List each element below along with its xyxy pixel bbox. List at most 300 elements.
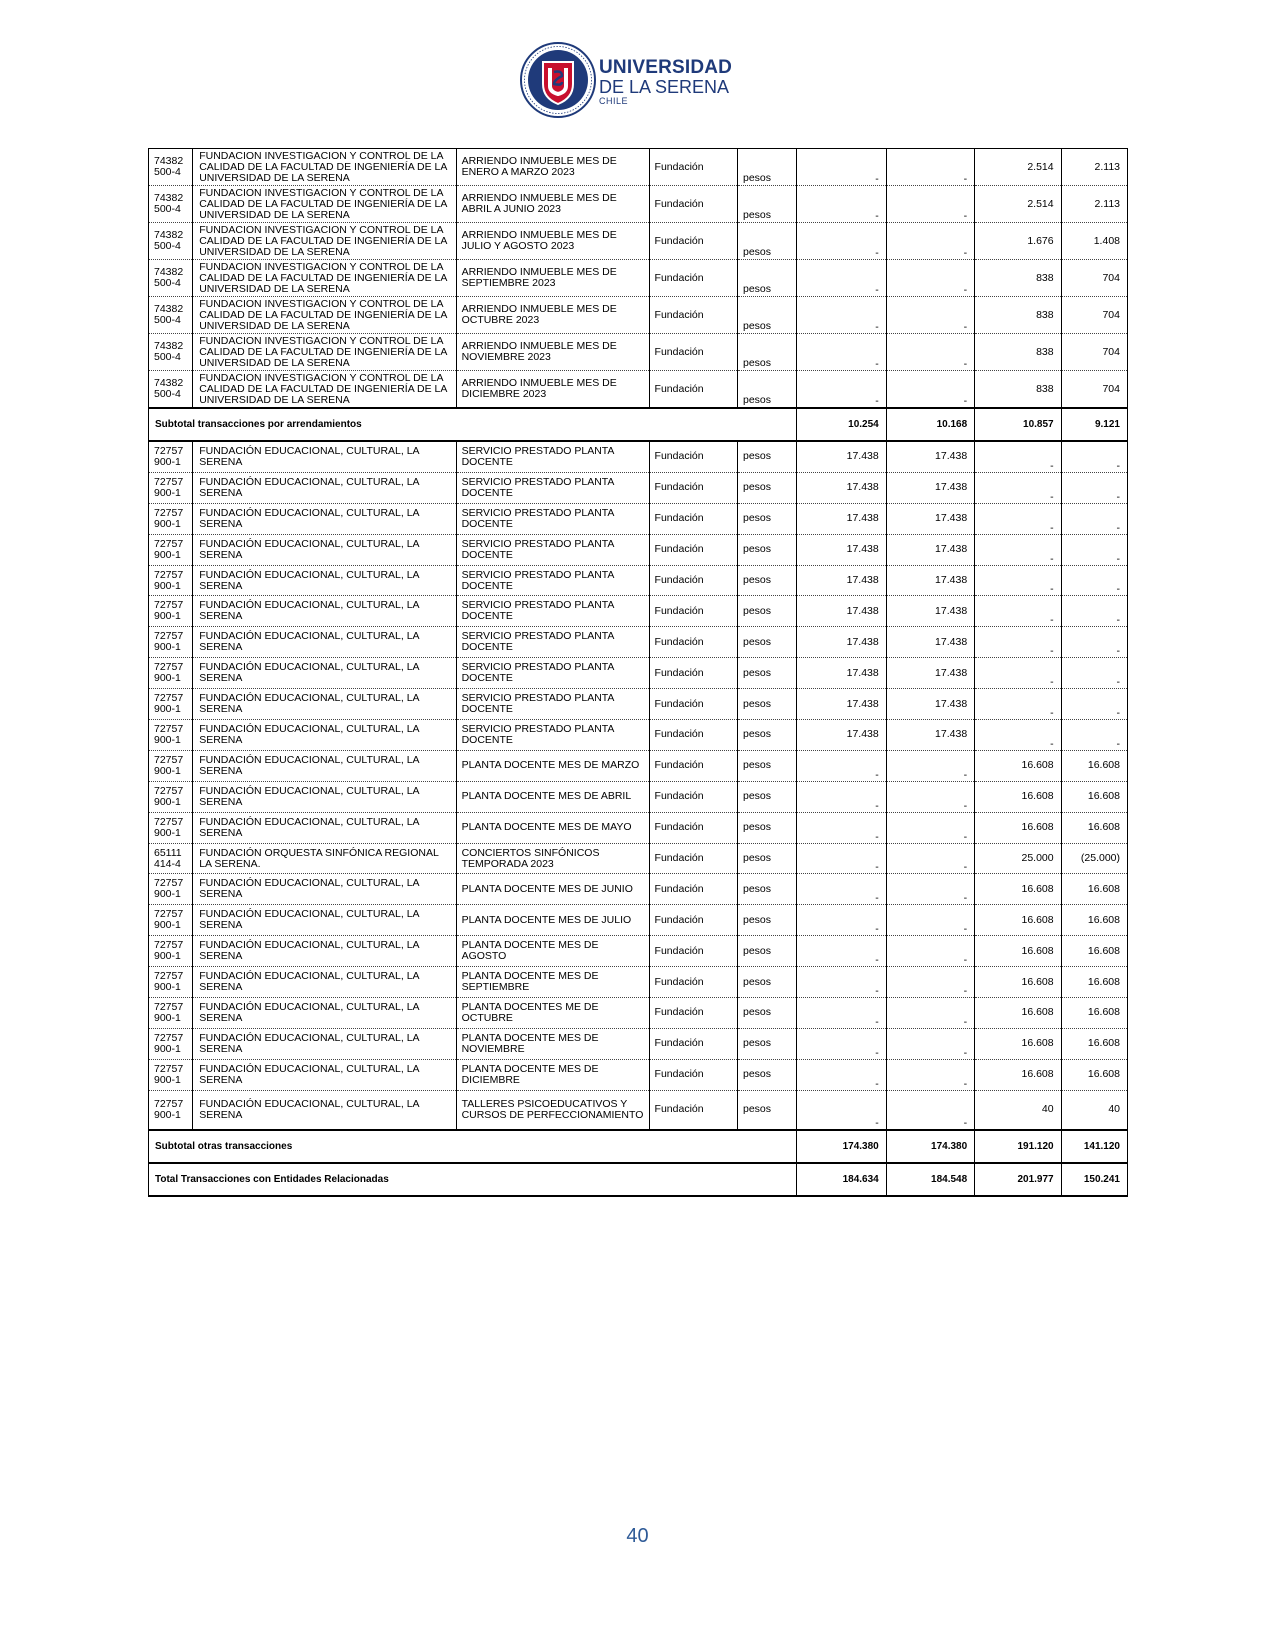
table-row	[149, 565, 1128, 596]
amount-cell: 16.608	[975, 1028, 1061, 1059]
rut-cell: 72757 900-1	[149, 720, 193, 751]
relation-cell: Fundación	[649, 720, 737, 751]
entity-name-cell: FUNDACION INVESTIGACION Y CONTROL DE LA CALIDAD DE LA FACULTAD DE INGENIERÍA DE LA UNIVERSIDAD DE LA SERENA	[193, 149, 456, 186]
amount-cell: 17.438	[797, 503, 886, 534]
amount-cell: 16.608	[975, 750, 1061, 781]
entity-name-cell: FUNDACIÓN EDUCACIONAL, CULTURAL, LA SERENA	[193, 1028, 456, 1059]
amount-cell: -	[886, 781, 974, 812]
amount-cell: -	[797, 334, 886, 371]
entity-name-cell: FUNDACIÓN EDUCACIONAL, CULTURAL, LA SERENA	[193, 627, 456, 658]
amount-cell: 16.608	[975, 967, 1061, 998]
amount-cell: -	[797, 905, 886, 936]
amount-cell: -	[975, 627, 1061, 658]
currency-cell: pesos	[737, 223, 796, 260]
amount-cell: 16.608	[975, 781, 1061, 812]
relation-cell: Fundación	[649, 472, 737, 503]
description-cell: PLANTA DOCENTE MES DE MARZO	[456, 750, 649, 781]
entity-name-cell: FUNDACIÓN EDUCACIONAL, CULTURAL, LA SERENA	[193, 689, 456, 720]
rut-cell: 72757 900-1	[149, 781, 193, 812]
rut-cell: 72757 900-1	[149, 596, 193, 627]
table-row	[149, 720, 1128, 751]
relation-cell: Fundación	[649, 627, 737, 658]
relation-cell: Fundación	[649, 1028, 737, 1059]
description-cell: PLANTA DOCENTES ME DE OCTUBRE	[456, 998, 649, 1029]
amount-cell: -	[797, 1059, 886, 1090]
rut-cell: 72757 900-1	[149, 565, 193, 596]
description-cell: PLANTA DOCENTE MES DE MAYO	[456, 812, 649, 843]
amount-cell: 17.438	[797, 689, 886, 720]
table-row	[149, 627, 1128, 658]
table-row	[149, 812, 1128, 843]
amount-cell: 16.608	[1061, 1059, 1127, 1090]
amount-cell: -	[886, 874, 974, 905]
amount-cell: -	[1061, 565, 1127, 596]
amount-cell: 838	[975, 371, 1061, 409]
description-cell: ARRIENDO INMUEBLE MES DE ABRIL A JUNIO 2023	[456, 186, 649, 223]
amount-cell: -	[797, 936, 886, 967]
relation-cell: Fundación	[649, 689, 737, 720]
rut-cell: 72757 900-1	[149, 936, 193, 967]
relation-cell: Fundación	[649, 750, 737, 781]
rut-cell: 74382 500-4	[149, 260, 193, 297]
amount-cell: 16.608	[1061, 998, 1127, 1029]
table-row	[149, 1090, 1128, 1130]
entity-name-cell: FUNDACIÓN EDUCACIONAL, CULTURAL, LA SERENA	[193, 720, 456, 751]
amount-cell: -	[1061, 720, 1127, 751]
amount-cell: -	[797, 967, 886, 998]
rut-cell: 72757 900-1	[149, 750, 193, 781]
amount-cell: 16.608	[975, 936, 1061, 967]
description-cell: SERVICIO PRESTADO PLANTA DOCENTE	[456, 472, 649, 503]
rut-cell: 74382 500-4	[149, 371, 193, 409]
table-row	[149, 905, 1128, 936]
amount-cell: 16.608	[1061, 750, 1127, 781]
amount-cell: 17.438	[797, 472, 886, 503]
amount-cell: 17.438	[886, 472, 974, 503]
currency-cell: pesos	[737, 750, 796, 781]
relation-cell: Fundación	[649, 812, 737, 843]
entity-name-cell: FUNDACIÓN EDUCACIONAL, CULTURAL, LA SERENA	[193, 534, 456, 565]
amount-cell: -	[886, 371, 974, 409]
relation-cell: Fundación	[649, 905, 737, 936]
description-cell: SERVICIO PRESTADO PLANTA DOCENTE	[456, 689, 649, 720]
entity-name-cell: FUNDACIÓN EDUCACIONAL, CULTURAL, LA SERENA	[193, 998, 456, 1029]
rut-cell: 72757 900-1	[149, 1028, 193, 1059]
rut-cell: 72757 900-1	[149, 472, 193, 503]
amount-cell: 704	[1061, 260, 1127, 297]
amount-cell: 17.438	[886, 627, 974, 658]
amount-cell: -	[797, 812, 886, 843]
amount-cell: 17.438	[797, 627, 886, 658]
amount-cell: -	[975, 689, 1061, 720]
amount-cell: -	[886, 1059, 974, 1090]
relation-cell: Fundación	[649, 658, 737, 689]
description-cell: SERVICIO PRESTADO PLANTA DOCENTE	[456, 441, 649, 472]
description-cell: SERVICIO PRESTADO PLANTA DOCENTE	[456, 503, 649, 534]
rut-cell: 72757 900-1	[149, 534, 193, 565]
table-row	[149, 843, 1128, 874]
entity-name-cell: FUNDACIÓN EDUCACIONAL, CULTURAL, LA SERENA	[193, 967, 456, 998]
rut-cell: 72757 900-1	[149, 1090, 193, 1130]
entity-name-cell: FUNDACION INVESTIGACION Y CONTROL DE LA CALIDAD DE LA FACULTAD DE INGENIERÍA DE LA UNIVERSIDAD DE LA SERENA	[193, 223, 456, 260]
amount-cell: 16.608	[1061, 781, 1127, 812]
amount-cell: 17.438	[886, 534, 974, 565]
table-row	[149, 967, 1128, 998]
entity-name-cell: FUNDACIÓN EDUCACIONAL, CULTURAL, LA SERENA	[193, 781, 456, 812]
currency-cell: pesos	[737, 260, 796, 297]
amount-cell: 17.438	[797, 658, 886, 689]
currency-cell: pesos	[737, 186, 796, 223]
relation-cell: Fundación	[649, 781, 737, 812]
entity-name-cell: FUNDACIÓN EDUCACIONAL, CULTURAL, LA SERENA	[193, 812, 456, 843]
total-value: 184.548	[886, 1163, 974, 1196]
amount-cell: 17.438	[797, 534, 886, 565]
amount-cell: -	[1061, 596, 1127, 627]
total-value: 150.241	[1061, 1163, 1127, 1196]
currency-cell: pesos	[737, 149, 796, 186]
amount-cell: 16.608	[1061, 905, 1127, 936]
relation-cell: Fundación	[649, 1090, 737, 1130]
table-row	[149, 658, 1128, 689]
currency-cell: pesos	[737, 967, 796, 998]
rut-cell: 74382 500-4	[149, 223, 193, 260]
currency-cell: pesos	[737, 689, 796, 720]
rut-cell: 72757 900-1	[149, 905, 193, 936]
amount-cell: 16.608	[975, 998, 1061, 1029]
amount-cell: -	[886, 998, 974, 1029]
amount-cell: 2.113	[1061, 186, 1127, 223]
table-row	[149, 781, 1128, 812]
rut-cell: 72757 900-1	[149, 998, 193, 1029]
table-row	[149, 297, 1128, 334]
currency-cell: pesos	[737, 297, 796, 334]
table-row	[149, 596, 1128, 627]
amount-cell: -	[886, 334, 974, 371]
currency-cell: pesos	[737, 720, 796, 751]
rut-cell: 74382 500-4	[149, 186, 193, 223]
entity-name-cell: FUNDACION INVESTIGACION Y CONTROL DE LA CALIDAD DE LA FACULTAD DE INGENIERÍA DE LA UNIVERSIDAD DE LA SERENA	[193, 297, 456, 334]
currency-cell: pesos	[737, 565, 796, 596]
relation-cell: Fundación	[649, 874, 737, 905]
table-row	[149, 1028, 1128, 1059]
amount-cell: -	[886, 149, 974, 186]
description-cell: PLANTA DOCENTE MES DE NOVIEMBRE	[456, 1028, 649, 1059]
amount-cell: -	[797, 223, 886, 260]
entity-name-cell: FUNDACIÓN EDUCACIONAL, CULTURAL, LA SERENA	[193, 565, 456, 596]
subtotal-arrendamientos-row	[149, 408, 1128, 441]
amount-cell: -	[1061, 658, 1127, 689]
amount-cell: 25.000	[975, 843, 1061, 874]
amount-cell: -	[797, 371, 886, 409]
amount-cell: -	[886, 223, 974, 260]
currency-cell: pesos	[737, 905, 796, 936]
amount-cell: -	[797, 1028, 886, 1059]
relation-cell: Fundación	[649, 260, 737, 297]
table-row	[149, 936, 1128, 967]
amount-cell: -	[1061, 627, 1127, 658]
subtotal-value: 174.380	[886, 1130, 974, 1163]
amount-cell: 40	[1061, 1090, 1127, 1130]
amount-cell: -	[1061, 689, 1127, 720]
amount-cell: -	[797, 186, 886, 223]
rut-cell: 74382 500-4	[149, 334, 193, 371]
amount-cell: 838	[975, 297, 1061, 334]
rut-cell: 74382 500-4	[149, 297, 193, 334]
currency-cell: pesos	[737, 658, 796, 689]
arrendamientos-section	[149, 149, 1128, 409]
otras-transacciones-section	[149, 441, 1128, 1130]
amount-cell: 17.438	[886, 720, 974, 751]
entity-name-cell: FUNDACIÓN ORQUESTA SINFÓNICA REGIONAL LA SERENA.	[193, 843, 456, 874]
rut-cell: 72757 900-1	[149, 441, 193, 472]
amount-cell: -	[797, 998, 886, 1029]
relation-cell: Fundación	[649, 297, 737, 334]
entity-name-cell: FUNDACION INVESTIGACION Y CONTROL DE LA CALIDAD DE LA FACULTAD DE INGENIERÍA DE LA UNIVERSIDAD DE LA SERENA	[193, 186, 456, 223]
currency-cell: pesos	[737, 874, 796, 905]
amount-cell: 40	[975, 1090, 1061, 1130]
amount-cell: 16.608	[975, 1059, 1061, 1090]
amount-cell: 16.608	[975, 874, 1061, 905]
amount-cell: -	[886, 1028, 974, 1059]
amount-cell: -	[1061, 503, 1127, 534]
amount-cell: 1.408	[1061, 223, 1127, 260]
subtotal-value: 10.168	[886, 408, 974, 441]
amount-cell: 17.438	[886, 658, 974, 689]
amount-cell: -	[797, 149, 886, 186]
amount-cell: 1.676	[975, 223, 1061, 260]
description-cell: ARRIENDO INMUEBLE MES DE NOVIEMBRE 2023	[456, 334, 649, 371]
entity-name-cell: FUNDACIÓN EDUCACIONAL, CULTURAL, LA SERENA	[193, 1090, 456, 1130]
entity-name-cell: FUNDACIÓN EDUCACIONAL, CULTURAL, LA SERENA	[193, 441, 456, 472]
amount-cell: -	[886, 812, 974, 843]
amount-cell: -	[975, 596, 1061, 627]
entity-name-cell: FUNDACION INVESTIGACION Y CONTROL DE LA CALIDAD DE LA FACULTAD DE INGENIERÍA DE LA UNIVERSIDAD DE LA SERENA	[193, 334, 456, 371]
rut-cell: 74382 500-4	[149, 149, 193, 186]
entity-name-cell: FUNDACIÓN EDUCACIONAL, CULTURAL, LA SERENA	[193, 1059, 456, 1090]
amount-cell: -	[1061, 472, 1127, 503]
description-cell: ARRIENDO INMUEBLE MES DE DICIEMBRE 2023	[456, 371, 649, 409]
university-logo	[519, 40, 733, 122]
description-cell: SERVICIO PRESTADO PLANTA DOCENTE	[456, 720, 649, 751]
amount-cell: (25.000)	[1061, 843, 1127, 874]
currency-cell: pesos	[737, 627, 796, 658]
table-row	[149, 503, 1128, 534]
currency-cell: pesos	[737, 334, 796, 371]
page-number: 40	[626, 1525, 649, 1547]
currency-cell: pesos	[737, 1059, 796, 1090]
rut-cell: 72757 900-1	[149, 967, 193, 998]
amount-cell: 17.438	[886, 503, 974, 534]
amount-cell: 704	[1061, 297, 1127, 334]
table-row	[149, 186, 1128, 223]
description-cell: SERVICIO PRESTADO PLANTA DOCENTE	[456, 596, 649, 627]
amount-cell: 17.438	[886, 596, 974, 627]
description-cell: SERVICIO PRESTADO PLANTA DOCENTE	[456, 565, 649, 596]
relation-cell: Fundación	[649, 371, 737, 409]
table-row	[149, 334, 1128, 371]
relation-cell: Fundación	[649, 596, 737, 627]
currency-cell: pesos	[737, 503, 796, 534]
relation-cell: Fundación	[649, 441, 737, 472]
table-row	[149, 689, 1128, 720]
amount-cell: -	[886, 297, 974, 334]
amount-cell: -	[886, 905, 974, 936]
amount-cell: -	[886, 843, 974, 874]
amount-cell: 838	[975, 260, 1061, 297]
amount-cell: -	[1061, 441, 1127, 472]
amount-cell: 16.608	[1061, 812, 1127, 843]
amount-cell: -	[797, 1090, 886, 1130]
amount-cell: -	[797, 874, 886, 905]
amount-cell: 17.438	[797, 596, 886, 627]
subtotal-value: 10.857	[975, 408, 1061, 441]
description-cell: ARRIENDO INMUEBLE MES DE OCTUBRE 2023	[456, 297, 649, 334]
description-cell: SERVICIO PRESTADO PLANTA DOCENTE	[456, 658, 649, 689]
currency-cell: pesos	[737, 596, 796, 627]
relation-cell: Fundación	[649, 334, 737, 371]
description-cell: CONCIERTOS SINFÓNICOS TEMPORADA 2023	[456, 843, 649, 874]
amount-cell: 16.608	[975, 905, 1061, 936]
rut-cell: 72757 900-1	[149, 874, 193, 905]
amount-cell: 16.608	[1061, 936, 1127, 967]
description-cell: ARRIENDO INMUEBLE MES DE SEPTIEMBRE 2023	[456, 260, 649, 297]
rut-cell: 72757 900-1	[149, 812, 193, 843]
amount-cell: -	[797, 750, 886, 781]
amount-cell: 17.438	[886, 441, 974, 472]
entity-name-cell: FUNDACIÓN EDUCACIONAL, CULTURAL, LA SERENA	[193, 596, 456, 627]
entity-name-cell: FUNDACIÓN EDUCACIONAL, CULTURAL, LA SERENA	[193, 503, 456, 534]
subtotal-label: Subtotal otras transacciones	[149, 1130, 797, 1163]
table-row	[149, 472, 1128, 503]
relation-cell: Fundación	[649, 843, 737, 874]
description-cell: SERVICIO PRESTADO PLANTA DOCENTE	[456, 627, 649, 658]
table-row	[149, 260, 1128, 297]
amount-cell: -	[975, 472, 1061, 503]
amount-cell: 17.438	[797, 720, 886, 751]
amount-cell: 17.438	[797, 441, 886, 472]
rut-cell: 72757 900-1	[149, 1059, 193, 1090]
table-row	[149, 998, 1128, 1029]
amount-cell: 17.438	[886, 689, 974, 720]
amount-cell: -	[797, 843, 886, 874]
amount-cell: -	[886, 1090, 974, 1130]
description-cell: TALLERES PSICOEDUCATIVOS Y CURSOS DE PERFECCIONAMIENTO	[456, 1090, 649, 1130]
amount-cell: -	[886, 260, 974, 297]
rut-cell: 65111 414-4	[149, 843, 193, 874]
description-cell: PLANTA DOCENTE MES DE JULIO	[456, 905, 649, 936]
amount-cell: -	[797, 781, 886, 812]
subtotal-value: 9.121	[1061, 408, 1127, 441]
amount-cell: 16.608	[1061, 967, 1127, 998]
description-cell: PLANTA DOCENTE MES DE DICIEMBRE	[456, 1059, 649, 1090]
table-row	[149, 441, 1128, 472]
amount-cell: 16.608	[1061, 874, 1127, 905]
relation-cell: Fundación	[649, 186, 737, 223]
amount-cell: -	[797, 260, 886, 297]
amount-cell: -	[886, 936, 974, 967]
amount-cell: -	[975, 534, 1061, 565]
total-label: Total Transacciones con Entidades Relacionadas	[149, 1163, 797, 1196]
description-cell: SERVICIO PRESTADO PLANTA DOCENTE	[456, 534, 649, 565]
amount-cell: -	[797, 297, 886, 334]
description-cell: PLANTA DOCENTE MES DE ABRIL	[456, 781, 649, 812]
total-row	[149, 1163, 1128, 1196]
amount-cell: 704	[1061, 334, 1127, 371]
relation-cell: Fundación	[649, 967, 737, 998]
logo-subtitle: DE LA SERENA	[599, 77, 730, 97]
relation-cell: Fundación	[649, 936, 737, 967]
relation-cell: Fundación	[649, 223, 737, 260]
amount-cell: -	[975, 720, 1061, 751]
table-row	[149, 371, 1128, 409]
amount-cell: 17.438	[886, 565, 974, 596]
table-row	[149, 750, 1128, 781]
description-cell: PLANTA DOCENTE MES DE JUNIO	[456, 874, 649, 905]
amount-cell: -	[886, 750, 974, 781]
amount-cell: 16.608	[975, 812, 1061, 843]
total-value: 201.977	[975, 1163, 1061, 1196]
amount-cell: -	[975, 441, 1061, 472]
amount-cell: 704	[1061, 371, 1127, 409]
logo-country: CHILE	[599, 96, 629, 106]
amount-cell: -	[975, 565, 1061, 596]
entity-name-cell: FUNDACIÓN EDUCACIONAL, CULTURAL, LA SERENA	[193, 905, 456, 936]
relation-cell: Fundación	[649, 565, 737, 596]
rut-cell: 72757 900-1	[149, 689, 193, 720]
subtotal-value: 174.380	[797, 1130, 886, 1163]
amount-cell: -	[886, 967, 974, 998]
currency-cell: pesos	[737, 371, 796, 409]
entity-name-cell: FUNDACION INVESTIGACION Y CONTROL DE LA CALIDAD DE LA FACULTAD DE INGENIERÍA DE LA UNIVERSIDAD DE LA SERENA	[193, 260, 456, 297]
entity-name-cell: FUNDACIÓN EDUCACIONAL, CULTURAL, LA SERENA	[193, 874, 456, 905]
subtotal-label: Subtotal transacciones por arrendamientos	[149, 408, 797, 441]
table-row	[149, 874, 1128, 905]
table-row	[149, 223, 1128, 260]
amount-cell: -	[975, 658, 1061, 689]
entity-name-cell: FUNDACIÓN EDUCACIONAL, CULTURAL, LA SERENA	[193, 658, 456, 689]
subtotal-value: 191.120	[975, 1130, 1061, 1163]
entity-name-cell: FUNDACIÓN EDUCACIONAL, CULTURAL, LA SERENA	[193, 750, 456, 781]
amount-cell: -	[975, 503, 1061, 534]
total-value: 184.634	[797, 1163, 886, 1196]
amount-cell: -	[886, 186, 974, 223]
currency-cell: pesos	[737, 781, 796, 812]
table-row	[149, 534, 1128, 565]
rut-cell: 72757 900-1	[149, 627, 193, 658]
amount-cell: 2.514	[975, 186, 1061, 223]
rut-cell: 72757 900-1	[149, 658, 193, 689]
entity-name-cell: FUNDACIÓN EDUCACIONAL, CULTURAL, LA SERENA	[193, 472, 456, 503]
amount-cell: 16.608	[1061, 1028, 1127, 1059]
relation-cell: Fundación	[649, 503, 737, 534]
currency-cell: pesos	[737, 1028, 796, 1059]
relation-cell: Fundación	[649, 149, 737, 186]
currency-cell: pesos	[737, 936, 796, 967]
currency-cell: pesos	[737, 812, 796, 843]
amount-cell: 17.438	[797, 565, 886, 596]
subtotal-value: 141.120	[1061, 1130, 1127, 1163]
related-party-transactions-table	[148, 148, 1128, 1197]
description-cell: ARRIENDO INMUEBLE MES DE ENERO A MARZO 2023	[456, 149, 649, 186]
currency-cell: pesos	[737, 998, 796, 1029]
relation-cell: Fundación	[649, 998, 737, 1029]
description-cell: ARRIENDO INMUEBLE MES DE JULIO Y AGOSTO 2023	[456, 223, 649, 260]
currency-cell: pesos	[737, 1090, 796, 1130]
currency-cell: pesos	[737, 441, 796, 472]
entity-name-cell: FUNDACION INVESTIGACION Y CONTROL DE LA CALIDAD DE LA FACULTAD DE INGENIERÍA DE LA UNIVERSIDAD DE LA SERENA	[193, 371, 456, 409]
table-row	[149, 149, 1128, 186]
logo-title: UNIVERSIDAD	[599, 57, 733, 78]
